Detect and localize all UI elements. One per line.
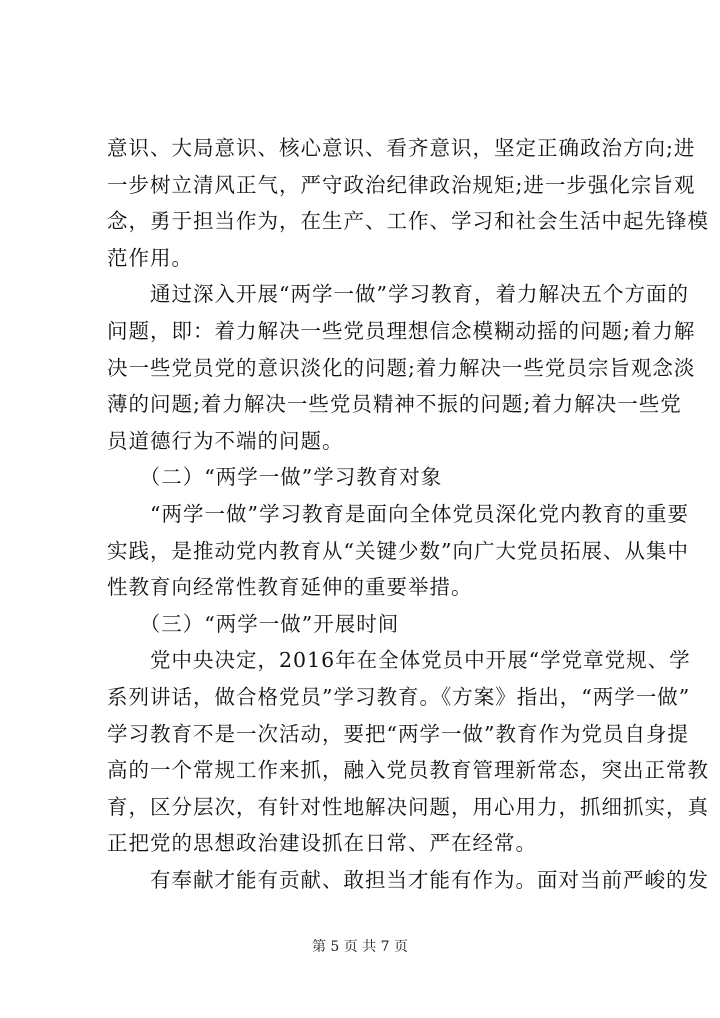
text-line: 性教育向经常性教育延伸的重要举措。 [107, 575, 473, 600]
text-line: 决一些党员党的意识淡化的问题;着力解决一些党员宗旨观念淡 [107, 355, 696, 380]
text-line: 育，区分层次，有针对性地解决问题，用心用力，抓细抓实，真 [107, 794, 709, 819]
text-line: 党中央决定，2016年在全体党员中开展“学党章党规、学 [107, 648, 691, 673]
section-heading: （二）“两学一做”学习教育对象 [107, 465, 443, 490]
text-line: 意识、大局意识、核心意识、看齐意识，坚定正确政治方向;进 [107, 136, 696, 160]
text-line: 学习教育不是一次活动，要把“两学一做”教育作为党员自身提 [107, 721, 689, 746]
page-number-footer: 第 5 页 共 7 页 [311, 939, 409, 955]
text-line: 系列讲话，做合格党员”学习教育。《方案》指出，“两学一做” [107, 684, 691, 709]
document-body [107, 130, 709, 898]
text-line: 通过深入开展“两学一做”学习教育，着力解决五个方面的 [107, 282, 689, 307]
text-line: 薄的问题;着力解决一些党员精神不振的问题;着力解决一些党 [107, 392, 682, 417]
text-line: 实践，是推动党内教育从“关键少数”向广大党员拓展、从集中 [107, 538, 689, 563]
section-heading: （三）“两学一做”开展时间 [107, 611, 400, 636]
text-line: 高的一个常规工作来抓，融入党员教育管理新常态，突出正常教 [107, 758, 709, 783]
text-line: 有奉献才能有贡献、敢担当才能有作为。面对当前严峻的发 [107, 867, 709, 892]
text-line: 正把党的思想政治建设抓在日常、严在经常。 [107, 831, 537, 856]
text-line: 念，勇于担当作为，在生产、工作、学习和社会生活中起先锋模 [107, 209, 709, 234]
text-line: 一步树立清风正气，严守政治纪律政治规矩;进一步强化宗旨观 [107, 172, 696, 197]
text-line: 范作用。 [107, 245, 193, 270]
text-line: 员道德行为不端的问题。 [107, 428, 344, 453]
text-line: “两学一做”学习教育是面向全体党员深化党内教育的重要 [107, 501, 689, 526]
text-line: 问题，即：着力解决一些党员理想信念模糊动摇的问题;着力解 [107, 318, 696, 343]
